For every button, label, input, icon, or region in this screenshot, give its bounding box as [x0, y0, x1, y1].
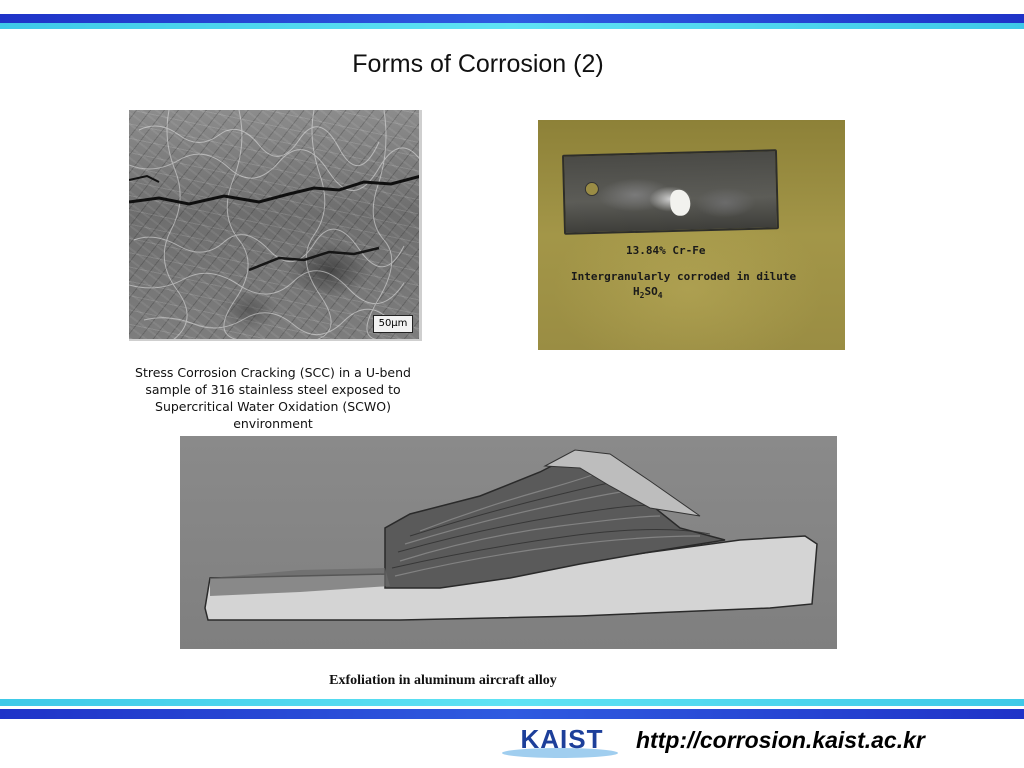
kaist-logo — [501, 722, 619, 760]
acid-label: $H_2SO_4$ — [633, 285, 663, 300]
coupon-hole — [585, 182, 599, 196]
coupon-bright-spot — [670, 189, 691, 216]
footer-stripe-blue — [0, 709, 1024, 719]
alloy-label: 13.84% Cr-Fe — [626, 244, 706, 257]
intergranular-corrosion-photo — [538, 120, 845, 350]
header-stripe-cyan — [0, 23, 1024, 29]
website-link[interactable]: http://corrosion.kaist.ac.kr — [636, 727, 925, 753]
logo-text: KAIST — [520, 724, 604, 754]
corrosion-label: Intergranularly corroded in dilute — [571, 270, 797, 283]
footer-stripe-cyan — [0, 699, 1024, 706]
scc-micrograph — [129, 110, 422, 341]
exfoliation-photo — [180, 436, 837, 649]
header-stripe-blue — [0, 14, 1024, 23]
slide-title: Forms of Corrosion (2) — [352, 50, 604, 78]
steel-coupon — [562, 149, 779, 235]
scale-bar: 50μm — [373, 315, 413, 333]
scc-caption: Stress Corrosion Cracking (SCC) in a U-bend sample of 316 stainless steel exposed to Supercritical Water Oxidation (SCWO) environment — [135, 365, 411, 431]
exfoliation-caption: Exfoliation in aluminum aircraft alloy — [329, 673, 557, 688]
